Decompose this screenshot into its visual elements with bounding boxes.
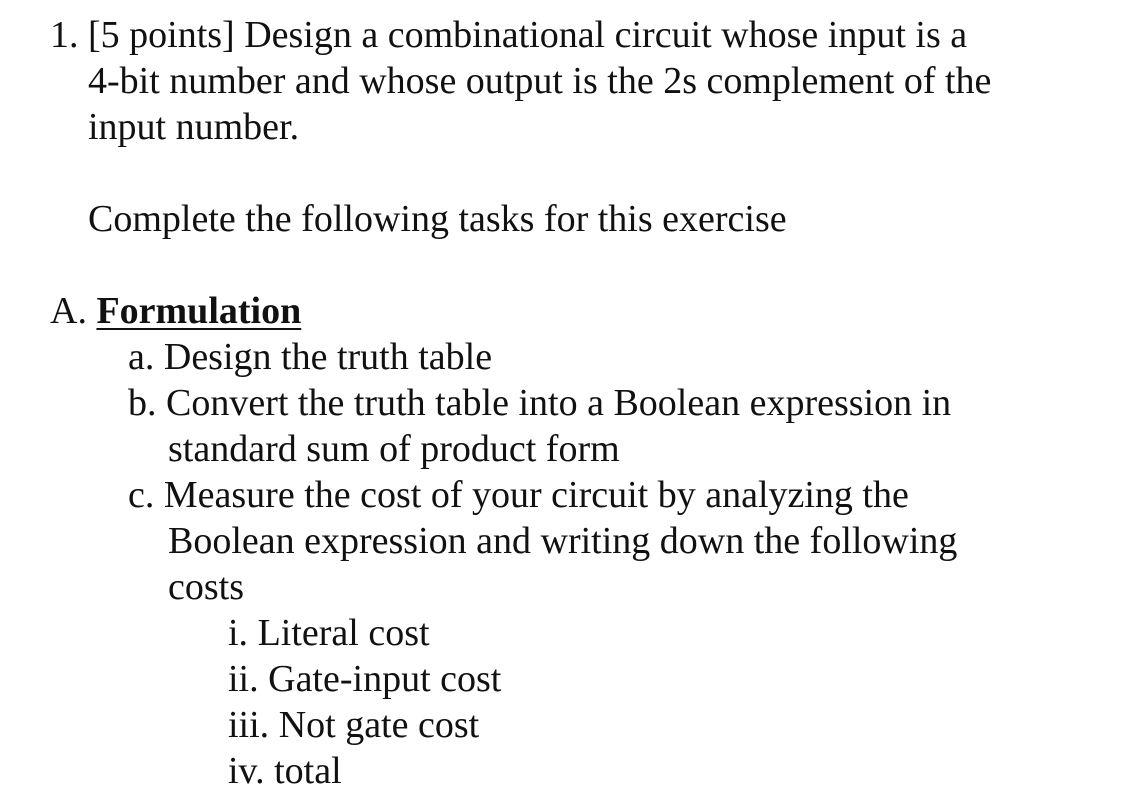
question-line-1: [50, 12, 967, 58]
question-number: 1.: [50, 14, 79, 56]
list-item-a-marker: a.: [128, 336, 155, 378]
list-item-c-text-line-1: Measure the cost of your circuit by analyzing the: [163, 474, 909, 516]
list-item-c-text-line-2: Boolean expression and writing down the following: [168, 520, 958, 562]
section-a-title: Formulation: [96, 290, 302, 332]
list-item-c-text-line-3: costs: [168, 566, 244, 608]
list-item-b-text-line-2: standard sum of product form: [168, 428, 620, 470]
question-text-line-2: 4-bit number and whose output is the 2s complement of the: [88, 60, 992, 102]
list-item-c: [128, 472, 909, 518]
cost-item-label: Not gate cost: [278, 704, 480, 746]
cost-item-marker: iv.: [228, 750, 265, 792]
list-item-c-marker: c.: [128, 474, 155, 516]
list-item-a: [128, 334, 492, 380]
list-item-a-text: Design the truth table: [163, 336, 493, 378]
list-item-b: [128, 380, 951, 426]
question-text-line-1: [5 points] Design a combinational circuit whose input is a: [88, 14, 968, 56]
question-text-line-3: input number.: [88, 106, 300, 148]
list-item-b-text-line-1: Convert the truth table into a Boolean expression in: [166, 382, 952, 424]
cost-item-marker: i.: [228, 612, 249, 654]
cost-item-gate-input: [228, 656, 501, 702]
cost-item-label: total: [274, 750, 342, 792]
cost-item-total: [228, 748, 342, 794]
cost-item-label: Literal cost: [257, 612, 430, 654]
section-a-heading: [50, 288, 301, 334]
cost-item-not-gate: [228, 702, 479, 748]
question-instruction: Complete the following tasks for this exercise: [88, 198, 787, 240]
section-a-marker: A.: [50, 290, 87, 332]
cost-item-marker: iii.: [228, 704, 270, 746]
cost-item-marker: ii.: [228, 658, 259, 700]
cost-item-label: Gate-input cost: [268, 658, 502, 700]
cost-item-literal: [228, 610, 430, 656]
list-item-b-marker: b.: [128, 382, 157, 424]
